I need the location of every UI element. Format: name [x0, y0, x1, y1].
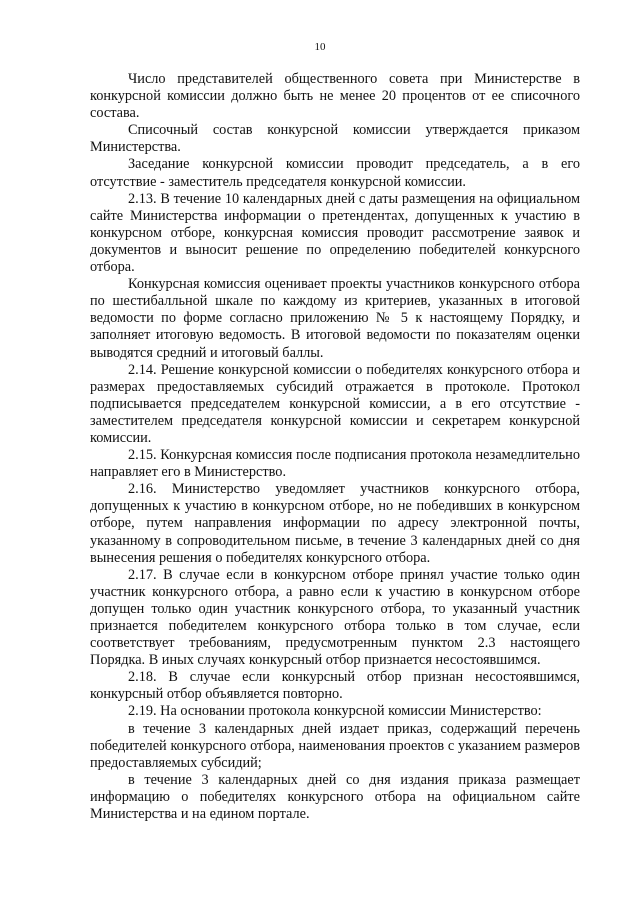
paragraph-2-14: 2.14. Решение конкурсной комиссии о победителях конкурсного отбора и размерах предоставляемых субсидий отражается в протоколе. Протокол подписывается председателем конкурсной комиссии, а в его отсутствие - заместителем председателя конкурсной комиссии и секретарем конкурсной комиссии.	[90, 361, 580, 446]
paragraph-evaluation: Конкурсная комиссия оценивает проекты участников конкурсного отбора по шестибалльной шкале по каждому из критериев, указанных в итоговой ведомости по форме согласно приложению № 5 к настоящему Порядку, и заполняет итоговую ведомость. В итоговой ведомости по показателям оценки выводятся средний и итоговый баллы.	[90, 276, 580, 361]
paragraph-meeting-chair: Заседание конкурсной комиссии проводит председатель, а в его отсутствие - заместитель председателя конкурсной комиссии.	[90, 156, 580, 190]
paragraph-order-issue: в течение 3 календарных дней издает приказ, содержащий перечень победителей конкурсного отбора, наименования проектов с указанием размеров предоставляемых субсидий;	[90, 720, 580, 771]
document-body	[90, 71, 580, 823]
paragraph-2-13: 2.13. В течение 10 календарных дней с даты размещения на официальном сайте Министерства информации о претендентах, допущенных к участию в конкурсном отборе, конкурсная комиссия проводит рассмотрение заявок и документов и выносит решение по определению победителей конкурсного отбора.	[90, 190, 580, 276]
paragraph-publication: в течение 3 календарных дней со дня издания приказа размещает информацию о победителях конкурсного отбора на официальном сайте Министерства и на едином портале.	[90, 771, 580, 823]
paragraph-2-17: 2.17. В случае если в конкурсном отборе принял участие только один участник конкурсного отбора, а равно если к участию в конкурсном отборе допущен только один участник конкурсного отбора, то указанный участник признается победителем конкурсного отбора только в том случае, если соответствует требованиям, предусмотренным пунктом 2.3 настоящего Порядка. В иных случаях конкурсный отбор признается несостоявшимся.	[90, 566, 580, 669]
page-number: 10	[314, 41, 326, 53]
paragraph-2-15: 2.15. Конкурсная комиссия после подписания протокола незамедлительно направляет его в Министерство.	[90, 447, 580, 481]
paragraph-2-16: 2.16. Министерство уведомляет участников конкурсного отбора, допущенных к участию в конкурсном отборе, но не победивших в конкурсном отборе, путем направления информации по адресу электронной почты, указанному в сопроводительном письме, в течение 3 календарных дней со дня вынесения решения о победителях конкурсного отбора.	[90, 481, 580, 566]
paragraph-commission-composition: Число представителей общественного совета при Министерстве в конкурсной комиссии должно быть не менее 20 процентов от ее списочного состава.	[90, 71, 580, 122]
paragraph-2-19: 2.19. На основании протокола конкурсной комиссии Министерство:	[128, 703, 542, 720]
paragraph-list-approval: Списочный состав конкурсной комиссии утверждается приказом Министерства.	[90, 122, 580, 156]
paragraph-2-18: 2.18. В случае если конкурсный отбор признан несостоявшимся, конкурсный отбор объявляется повторно.	[90, 669, 580, 703]
